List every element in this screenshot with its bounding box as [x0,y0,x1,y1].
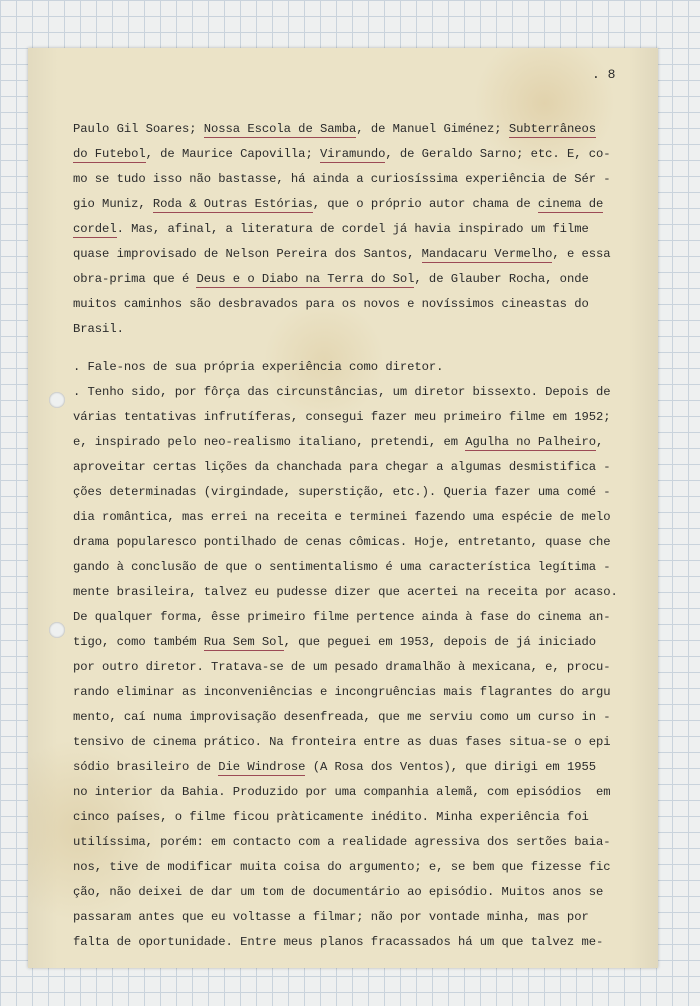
punch-hole [49,392,65,408]
text-segment: tensivo de cinema prático. Na fronteira entre as duas fases situa-se o epi [73,735,611,749]
underlined-title: Die Windrose [218,760,306,774]
text-segment: De qualquer forma, êsse primeiro filme pertence ainda à fase do cinema an- [73,610,611,624]
text-segment: utilíssima, porém: em contacto com a realidade agressiva dos sertões baia- [73,835,611,849]
text-segment: , que peguei em 1953, depois de já iniciado [283,635,596,649]
text-segment: obra-prima que é [73,272,197,286]
text-segment: , [596,435,604,449]
text-line [73,380,633,405]
text-line [73,830,633,855]
text-line [73,555,633,580]
text-segment: , de Manuel Giménez; [356,122,509,136]
text-line [73,755,633,780]
text-line [73,455,633,480]
text-line [73,630,633,655]
text-segment: nos, tive de modificar muita coisa do argumento; e, se bem que fizesse fic [73,860,611,874]
paragraph-1 [73,117,633,342]
text-segment: mento, caí numa improvisação desenfreada, que me serviu como um curso in - [73,710,611,724]
text-line [73,480,633,505]
underlined-title: cordel [73,222,117,236]
text-segment: , de Maurice Capovilla; [145,147,320,161]
text-line [73,930,633,955]
text-segment: dia romântica, mas errei na receita e terminei fazendo uma espécie de melo [73,510,611,524]
underlined-title: Viramundo [319,147,386,161]
text-line [73,855,633,880]
text-segment: cinco países, o filme ficou pràticamente inédito. Minha experiência foi [73,810,589,824]
text-line [73,730,633,755]
underlined-title: Mandacaru Vermelho [421,247,553,261]
text-segment: . Tenho sido, por fôrça das circunstâncias, um diretor bissexto. Depois de [73,385,611,399]
text-segment: várias tentativas infrutíferas, consegui fazer meu primeiro filme em 1952; [73,410,611,424]
text-line [73,655,633,680]
text-line [73,505,633,530]
text-segment: mente brasileira, talvez eu pudesse dizer que acertei na receita por acaso. [73,585,618,599]
text-segment: (A Rosa dos Ventos), que dirigi em 1955 [305,760,597,774]
text-segment: tigo, como também [73,635,204,649]
text-segment: Paulo Gil Soares; [73,122,204,136]
text-segment: sódio brasileiro de [73,760,219,774]
text-segment: quase improvisado de Nelson Pereira dos Santos, [73,247,422,261]
text-line [73,192,633,217]
text-segment: , de Glauber Rocha, onde [414,272,589,286]
underlined-title: Agulha no Palheiro [465,435,596,449]
text-line [73,405,633,430]
text-line [73,117,633,142]
text-segment: gando à conclusão de que o sentimentalismo é uma característica legítima - [73,560,611,574]
text-line [73,292,633,317]
underlined-title: do Futebol [73,147,146,161]
text-line [73,167,633,192]
text-segment: , que o próprio autor chama de [312,197,538,211]
paragraph-2 [73,355,633,955]
text-segment: . Mas, afinal, a literatura de cordel já havia inspirado um filme [116,222,589,236]
text-segment: falta de oportunidade. Entre meus planos fracassados há um que talvez me- [73,935,604,949]
text-segment: passaram antes que eu voltasse a filmar; não por vontade minha, mas por [73,910,589,924]
text-segment: rando eliminar as inconveniências e incongruências mais flagrantes do argu [73,685,611,699]
text-segment: Brasil. [73,322,124,336]
text-line [73,217,633,242]
text-line [73,805,633,830]
punch-hole [49,622,65,638]
underlined-title: Subterrâneos [508,122,597,136]
text-line [73,530,633,555]
text-segment: ções determinadas (virgindade, superstição, etc.). Queria fazer uma comé - [73,485,611,499]
text-segment: , de Geraldo Sarno; etc. E, co- [385,147,611,161]
text-segment: mo se tudo isso não bastasse, há ainda a curiosíssima experiência de Sér - [73,172,611,186]
underlined-title: cinema de [537,197,604,211]
text-segment: muitos caminhos são desbravados para os novos e novíssimos cineastas do [73,297,589,311]
underlined-title: Deus e o Diabo na Terra do Sol [196,272,415,286]
text-segment: e, inspirado pelo neo-realismo italiano, pretendi, em [73,435,466,449]
text-line [73,430,633,455]
text-line [73,580,633,605]
text-line [73,780,633,805]
text-segment: gio Muniz, [73,197,153,211]
underlined-title: Roda & Outras Estórias [152,197,313,211]
text-line [73,317,633,342]
text-segment: no interior da Bahia. Produzido por uma companhia alemã, com episódios em [73,785,611,799]
text-segment: aproveitar certas lições da chanchada para chegar a algumas desmistifica - [73,460,611,474]
text-line [73,355,633,380]
text-line [73,605,633,630]
text-line [73,242,633,267]
page-number: . 8 [592,67,616,82]
text-segment: , e essa [552,247,611,261]
text-line [73,142,633,167]
text-segment: ção, não deixei de dar um tom de documentário ao episódio. Muitos anos se [73,885,604,899]
text-line [73,705,633,730]
text-line [73,905,633,930]
text-segment: drama popularesco pontilhado de cenas cômicas. Hoje, entretanto, quase che [73,535,611,549]
text-segment: . Fale-nos de sua própria experiência como diretor. [73,360,444,374]
text-line [73,880,633,905]
text-line [73,267,633,292]
underlined-title: Nossa Escola de Samba [203,122,357,136]
underlined-title: Rua Sem Sol [203,635,284,649]
text-segment: por outro diretor. Tratava-se de um pesado dramalhão à mexicana, e, procu- [73,660,611,674]
text-line [73,680,633,705]
